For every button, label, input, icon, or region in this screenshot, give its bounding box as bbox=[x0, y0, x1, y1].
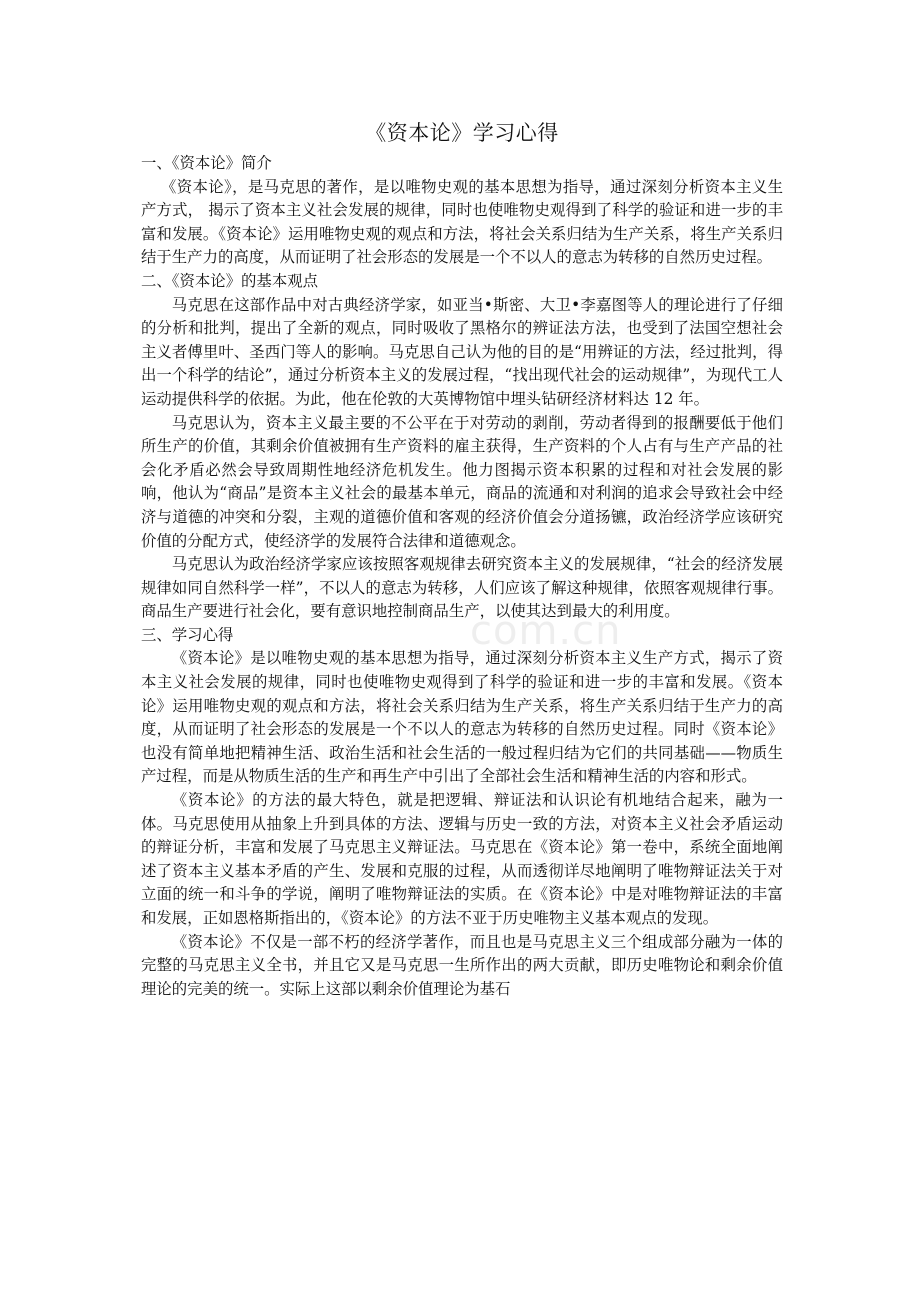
paragraph: 马克思在这部作品中对古典经济学家，如亚当•斯密、大卫•李嘉图等人的理论进行了仔细的分析和批判，提出了全新的观点，同时吸收了黑格尔的辨证法方法，也受到了法国空想社会主义者傅里叶、圣西门等人的影响。马克思自己认为他的目的是“用辨证的方法，经过批判，得出一个科学的结论”，通过分析资本主义的发展过程，“找出现代社会的运动规律”，为现代工人运动提供科学的依据。为此，他在伦敦的大英博物馆中埋头钻研经济材料达 12 年。 bbox=[141, 295, 783, 408]
paragraph: 《资本论》，是马克思的著作，是以唯物史观的基本思想为指导，通过深刻分析资本主义生产方式， 揭示了资本主义社会发展的规律，同时也使唯物史观得到了科学的验证和进一步的丰富和发展。《资本论》运用唯物史观的观点和方法，将社会关系归结为生产关系，将生产关系归结于生产力的高度，从而证明了社会形态的发展是一个不以人的意志为转移的自然历史过程。 bbox=[141, 177, 783, 267]
paragraph: 《资本论》的方法的最大特色，就是把逻辑、辩证法和认识论有机地结合起来，融为一体。马克思使用从抽象上升到具体的方法、逻辑与历史一致的方法，对资本主义社会矛盾运动的辩证分析，丰富和发展了马克思主义辩证法。马克思在《资本论》第一卷中，系统全面地阐述了资本主义基本矛盾的产生、发展和克服的过程，从而透彻详尽地阐明了唯物辩证法关于对立面的统一和斗争的学说，阐明了唯物辩证法的实质。在《资本论》中是对唯物辩证法的丰富和发展，正如恩格斯指出的，《资本论》的方法不亚于历史唯物主义基本观点的发现。 bbox=[141, 791, 783, 927]
paragraph: 《资本论》是以唯物史观的基本思想为指导，通过深刻分析资本主义生产方式，揭示了资本主义社会发展的规律，同时也使唯物史观得到了科学的验证和进一步的丰富和发展。《资本论》运用唯物史观的观点和方法，将社会关系归结为生产关系，将生产关系归结于生产力的高度，从而证明了社会形态的发展是一个不以人的意志为转移的自然历史过程。同时《资本论》也没有简单地把精神生活、政治生活和社会生活的一般过程归结为它们的共同基础——物质生产过程，而是从物质生活的生产和再生产中引出了全部社会生活和精神生活的内容和形式。 bbox=[141, 649, 783, 786]
section-heading: 二、《资本论》的基本观点 bbox=[141, 271, 318, 290]
watermark: com.cn bbox=[470, 608, 622, 654]
section-heading: 一、《资本论》简介 bbox=[141, 154, 272, 172]
document-page bbox=[141, 118, 783, 1001]
section-heading: 三、学习心得 bbox=[141, 625, 234, 644]
section-intro bbox=[141, 152, 783, 270]
section-study-notes bbox=[141, 624, 783, 1002]
paragraph: 《资本论》不仅是一部不朽的经济学著作，而且也是马克思主义三个组成部分融为一体的完整的马克思主义全书，并且它又是马克思一生所作出的两大贡献，即历史唯物论和剩余价值理论的完美的统一。实际上这部以剩余价值理论为基石 bbox=[141, 932, 783, 998]
paragraph: 马克思认为政治经济学家应该按照客观规律去研究资本主义的发展规律，“社会的经济发展规律如同自然科学一样”，不以人的意志为转移，人们应该了解这种规律，依照客观规律行事。商品生产要进行社会化，要有意识地控制商品生产，以使其达到最大的利用度。 bbox=[141, 555, 783, 621]
document-title: 《资本论》学习心得 bbox=[365, 121, 559, 145]
section-basic-views bbox=[141, 270, 783, 624]
paragraph: 马克思认为，资本主义最主要的不公平在于对劳动的剥削，劳动者得到的报酬要低于他们所生产的价值，其剩余价值被拥有生产资料的雇主获得，生产资料的个人占有与生产产品的社会化矛盾必然会导致周期性地经济危机发生。他力图揭示资本积累的过程和对社会发展的影响，他认为“商品”是资本主义社会的最基本单元，商品的流通和对利润的追求会导致社会中经济与道德的冲突和分裂，主观的道德价值和客观的经济价值会分道扬镳，政治经济学应该研究价值的分配方式，使经济学的发展符合法律和道德观念。 bbox=[141, 413, 783, 550]
